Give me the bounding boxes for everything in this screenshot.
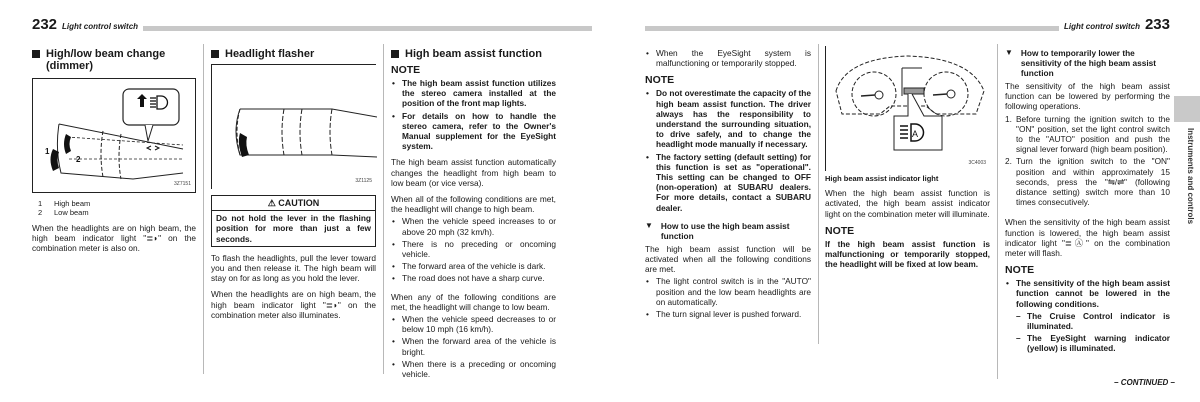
triangle-down-icon: ▼ bbox=[1005, 48, 1013, 57]
list-item: • When there is a preceding or oncoming vehicle. bbox=[391, 359, 556, 379]
note-list bbox=[391, 78, 556, 151]
caution-header: ⚠ CAUTION bbox=[211, 195, 376, 211]
body-paragraph: When any of the following conditions are met, the headlight will change to low beam. bbox=[391, 291, 556, 312]
section-heading: Headlight flasher bbox=[211, 48, 376, 60]
section-heading: High beam assist function bbox=[391, 48, 556, 60]
continued-marker: – CONTINUED – bbox=[1114, 378, 1175, 387]
note-item: • The sensitivity of the high beam assist function cannot be lowered in the following conditions. – The Cruise Control indicator is illuminated. – The EyeSight warning indicator (yellow) is illuminated. bbox=[1005, 278, 1170, 353]
step-item: 2. Turn the ignition switch to the "ON" position and within approximately 15 seconds, press the "⇋/⇌" (following distance setting) switch more than 10 times consecutively. bbox=[1005, 156, 1170, 208]
list-item: • When the EyeSight system is malfunctioning or temporarily stopped. bbox=[645, 48, 811, 68]
svg-text:A: A bbox=[912, 129, 919, 139]
lever-icon bbox=[212, 65, 377, 189]
note-list bbox=[1005, 278, 1170, 353]
svg-text:1: 1 bbox=[45, 147, 50, 156]
left-page-header bbox=[32, 18, 592, 32]
square-bullet-icon bbox=[32, 50, 40, 58]
note-sub-list bbox=[1016, 311, 1170, 354]
low-beam-conditions bbox=[391, 314, 556, 379]
figure-code: 3Z1125 bbox=[355, 177, 372, 184]
note-label: NOTE bbox=[825, 224, 855, 237]
list-item: • The turn signal lever is pushed forward. bbox=[645, 309, 811, 319]
body-paragraph: When all of the following conditions are met, the headlight will change to high beam. bbox=[391, 194, 556, 215]
combination-meter-illustration bbox=[825, 46, 990, 171]
note-item: • The factory setting (default setting) for this function is set as "operational". This setting can be changed to OFF (non-operation) at SUBARU dealers. For more details, contact a SUBARU dealer. bbox=[645, 152, 811, 213]
column-divider bbox=[203, 44, 204, 374]
body-paragraph: The high beam assist function will be activated when all the following conditions are met. bbox=[645, 243, 811, 275]
subsection-heading: ▼ How to temporarily lower the sensitivity of the high beam assist function bbox=[1005, 48, 1157, 78]
list-item: • When the forward area of the vehicle is bright. bbox=[391, 336, 556, 356]
note-label: NOTE bbox=[391, 64, 421, 76]
list-item: • The forward area of the vehicle is dark. bbox=[391, 261, 556, 271]
flasher-lever-illustration bbox=[211, 64, 376, 189]
running-title: Light control switch bbox=[62, 22, 139, 31]
caution-body: Do not hold the lever in the flashing position for more than just a few seconds. bbox=[211, 211, 376, 247]
body-paragraph: The high beam assist function automatically changes the headlight from high beam to low beam (or vice versa). bbox=[391, 157, 556, 188]
note-list bbox=[645, 88, 811, 212]
column-divider bbox=[383, 44, 384, 374]
note-item: • The high beam assist function utilizes the stereo camera installed at the position of the front map lights. bbox=[391, 78, 556, 109]
dimmer-lever-illustration bbox=[32, 78, 196, 193]
carry-over-list bbox=[645, 48, 811, 68]
figure-code: 3C4003 bbox=[968, 159, 986, 166]
section-high-low-beam bbox=[32, 48, 196, 260]
list-item: • When the vehicle speed increases to or above 20 mph (32 km/h). bbox=[391, 216, 556, 236]
section-headlight-flasher bbox=[211, 48, 376, 326]
list-item: • The road does not have a sharp curve. bbox=[391, 273, 556, 283]
warning-triangle-icon: ⚠ bbox=[267, 198, 276, 208]
running-title: Light control switch bbox=[1063, 22, 1140, 31]
header-rule bbox=[645, 26, 1059, 31]
step-item: 1. Before turning the ignition switch to the "ON" position, set the light control switch to the "AUTO" position and push the signal lever forward (high beam position). bbox=[1005, 113, 1170, 155]
note-sub-item: – The Cruise Control indicator is illuminated. bbox=[1016, 311, 1170, 331]
subsection-heading: ▼ How to use the high beam assist function bbox=[645, 220, 790, 241]
list-item: • The light control switch is in the "AUTO" position and the low beam headlights are on automatically. bbox=[645, 276, 811, 307]
note-label: NOTE bbox=[1005, 264, 1035, 277]
chapter-tab-label: Instruments and controls bbox=[1186, 128, 1195, 225]
high-beam-conditions bbox=[391, 216, 556, 283]
list-item: • There is no preceding or oncoming vehicle. bbox=[391, 239, 556, 259]
section-high-beam-assist bbox=[391, 48, 556, 385]
body-paragraph: The sensitivity of the high beam assist function can be lowered by performing the following operations. bbox=[1005, 81, 1170, 112]
chapter-tab bbox=[1174, 96, 1200, 122]
legend-item: 1 High beam bbox=[38, 199, 91, 208]
body-paragraph: When the headlights are on high beam, the high beam indicator light "≣◗" on the combination meter also illuminates. bbox=[211, 289, 376, 320]
body-paragraph: When the sensitivity of the high beam assist function is lowered, the high beam assist indicator light "≣Ⓐ" on the combination meter will flash. bbox=[1005, 217, 1170, 259]
note-item: • For details on how to handle the stereo camera, refer to the Owner's Manual supplement for the EyeSight system. bbox=[391, 111, 556, 152]
body-paragraph: To flash the headlights, pull the lever toward you and then release it. The high beam will stay on for as long as you hold the lever. bbox=[211, 252, 376, 284]
figure-caption: High beam assist indicator light bbox=[825, 174, 939, 183]
section-lower-sensitivity bbox=[1005, 48, 1170, 360]
body-paragraph: When the high beam assist function is activated, the high beam assist indicator light on the combination meter will illuminate. bbox=[825, 188, 990, 219]
page-number: 232 bbox=[32, 16, 58, 33]
triangle-down-icon: ▼ bbox=[645, 220, 653, 230]
square-bullet-icon bbox=[391, 50, 399, 58]
column-divider bbox=[997, 44, 998, 379]
page-number: 233 bbox=[1144, 16, 1170, 33]
header-rule bbox=[143, 26, 592, 31]
svg-text:2: 2 bbox=[76, 155, 81, 164]
list-item: • When the vehicle speed decreases to or below 10 mph (16 km/h). bbox=[391, 314, 556, 334]
activation-conditions bbox=[645, 276, 811, 319]
figure-code: 3Z7151 bbox=[174, 180, 191, 187]
body-paragraph: When the headlights are on high beam, the high beam indicator light "≣◗" on the combination meter is also on. bbox=[32, 223, 196, 254]
legend-item: 2 Low beam bbox=[38, 208, 89, 217]
section-high-beam-assist-continued bbox=[645, 48, 811, 325]
section-heading: High/low beam change (dimmer) bbox=[32, 48, 196, 72]
combination-meter-icon bbox=[826, 46, 991, 171]
right-page-header bbox=[645, 18, 1170, 32]
section-indicator-light bbox=[825, 46, 990, 275]
steps-list bbox=[1005, 114, 1170, 208]
square-bullet-icon bbox=[211, 50, 219, 58]
note-item: • Do not overestimate the capacity of the high beam assist function. The driver always has the responsibility to understand the surrounding situation, to drive safely, and to change the headlight mode manually if necessary. bbox=[645, 88, 811, 149]
note-sub-item: – The EyeSight warning indicator (yellow) is illuminated. bbox=[1016, 333, 1170, 353]
turn-lever-icon bbox=[33, 79, 197, 192]
note-text: If the high beam assist function is malfunctioning or temporarily stopped, the headlight will be fixed at low beam. bbox=[825, 238, 990, 270]
column-divider bbox=[818, 44, 819, 344]
note-label: NOTE bbox=[645, 74, 675, 87]
